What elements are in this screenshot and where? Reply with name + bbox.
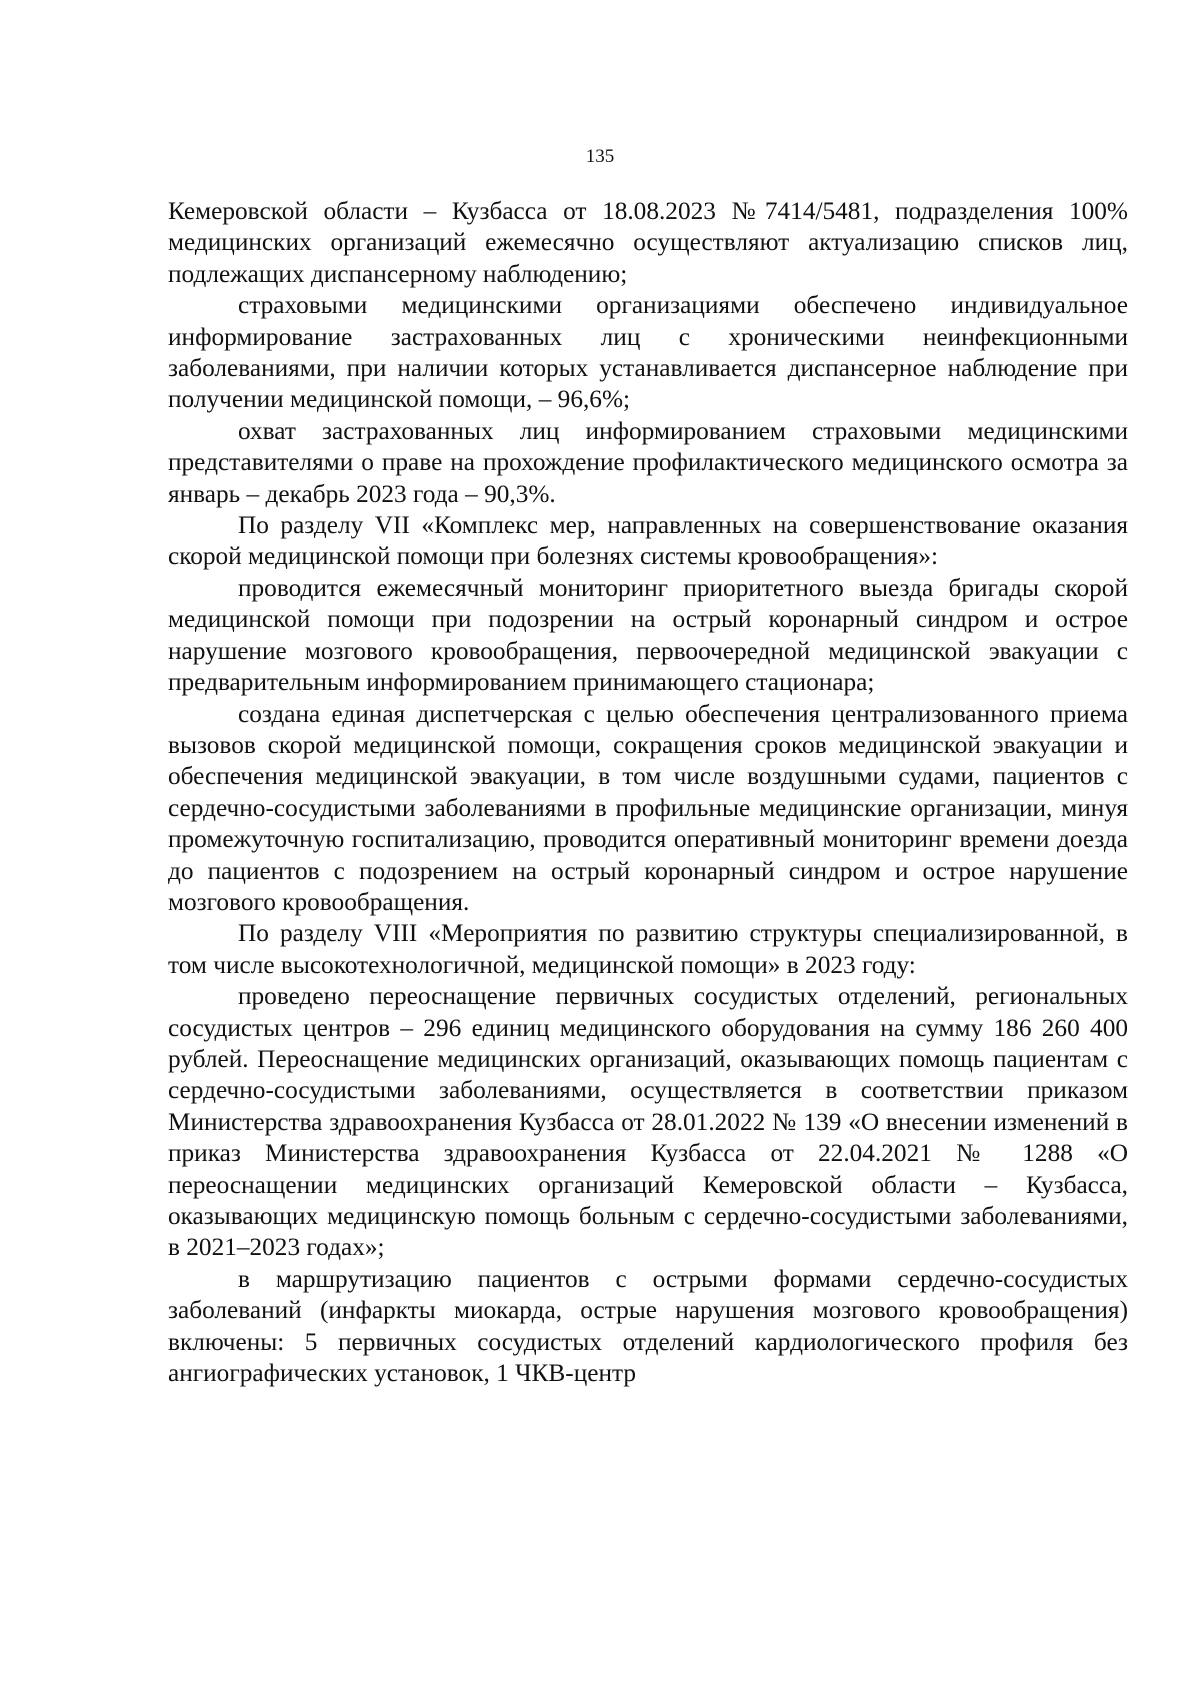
paragraph-continuation: Кемеровской области – Кузбасса от 18.08.2023 №7414/5481, подразделения 100% медицинских организаций ежемесячно осуществляют актуализацию списков лиц, подлежащих диспансерному наблюдению; xyxy=(168,197,1128,288)
paragraph-insurance-informing: страховыми медицинскими организациями обеспечено индивидуальное информирование застрахованных лиц с хроническими неинфекционными заболеваниями, при наличии которых устанавливается диспансерное наблюдение при получении медицинской помощи, – 96,6%; xyxy=(168,291,1128,414)
page-number: 135 xyxy=(585,146,615,167)
paragraph-coverage-informing: охват застрахованных лиц информированием страховыми медицинскими представителями о праве на прохождение профилактического медицинского осмотра за январь – декабрь 2023 года – 90,3%. xyxy=(168,416,1128,508)
paragraph-section-viii-heading: По разделу VIII «Мероприятия по развитию структуры специализированной, в том числе высокотехнологичной, медицинской помощи» в 2023 году: xyxy=(168,919,1128,979)
paragraph-routing: в маршрутизацию пациентов с острыми формами сердечно-сосудистых заболеваний (инфаркты миокарда, острые нарушения мозгового кровообращения) включены: 5 первичных сосудистых отделений кардиологического профиля без ангиографических установок, 1 ЧКВ-центр xyxy=(168,1264,1128,1388)
paragraph-dispatch-center: создана единая диспетчерская с целью обеспечения централизованного приема вызовов скорой медицинской помощи, сокращения сроков медицинской эвакуации и обеспечения медицинской эвакуации, в том числе воздушными судами, пациентов с сердечно-сосудистыми заболеваниями в профильные медицинские организации, минуя промежуточную госпитализацию, проводится оперативный мониторинг времени доезда до пациентов с подозрением на острый коронарный синдром и острое нарушение мозгового кровообращения. xyxy=(168,699,1128,916)
paragraph-monitoring-ambulance: проводится ежемесячный мониторинг приоритетного выезда бригады скорой медицинской помощи при подозрении на острый коронарный синдром и острое нарушение мозгового кровообращения, первоочередной медицинской эвакуации с предварительным информированием принимающего стационара; xyxy=(168,573,1128,697)
paragraph-reequipment: проведено переоснащение первичных сосудистых отделений, региональных сосудистых центров – 296 единиц медицинского оборудования на сумму 186 260 400 рублей. Переоснащение медицинских организаций, оказывающих помощь пациентам с сердечно-сосудистыми заболеваниями, осуществляется в соответствии приказом Министерства здравоохранения Кузбасса от 28.01.2022 № 139 «О внесении изменений в приказ Министерства здравоохранения Кузбасса от 22.04.2021 № 1288 «О переоснащении медицинских организаций Кемеровской области – Кузбасса, оказывающих медицинскую помощь больным с сердечно-сосудистыми заболеваниями, в 2021–2023 годах»; xyxy=(168,982,1128,1262)
paragraph-section-vii-heading: По разделу VII «Комплекс мер, направленных на совершенствование оказания скорой медицинской помощи при болезнях системы кровообращения»: xyxy=(168,511,1128,571)
document-body xyxy=(168,196,1128,1389)
